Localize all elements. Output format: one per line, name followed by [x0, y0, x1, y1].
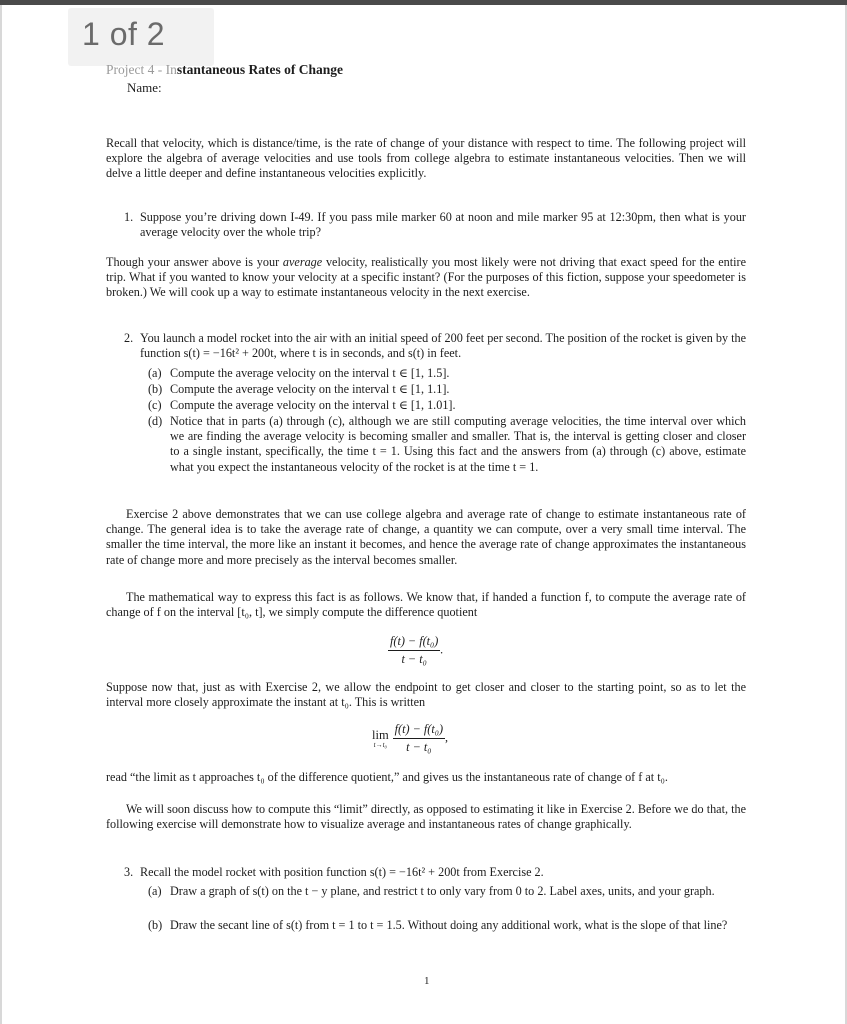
- question-3: [124, 865, 746, 880]
- equation-punctuation: .: [440, 642, 444, 657]
- paragraph-compute-limit: We will soon discuss how to compute this “limit” directly, as opposed to estimating it like in Exercise 2. Before we do that, the following exercise will demonstrate how to visualize average and instantaneous rates of change graphically.: [106, 802, 746, 832]
- part-label: (a): [148, 366, 162, 380]
- document-title: [106, 62, 343, 78]
- question-2-part-d: [148, 414, 746, 475]
- equation-denominator: t − t₀: [401, 652, 427, 666]
- question-1: [124, 210, 746, 240]
- viewer-top-bar: [0, 0, 847, 5]
- name-label: Name:: [127, 80, 162, 95]
- title-faded-part: Project 4 - In: [106, 62, 177, 77]
- question-1-number: 1.: [124, 210, 134, 224]
- equation-numerator: f(t) − f(t₀): [388, 634, 440, 651]
- question-3-text: Recall the model rocket with position function s(t) = −16t² + 200t from Exercise 2.: [140, 865, 544, 879]
- question-1-text: Suppose you’re driving down I-49. If you pass mile marker 60 at noon and mile marker 95 at 12:30pm, then what is your average velocity over the whole trip?: [140, 210, 746, 240]
- paragraph-2-part-1: Though your answer above is your: [106, 255, 283, 269]
- part-label: (b): [148, 382, 163, 396]
- part-label: (a): [148, 884, 162, 898]
- part-label: (c): [148, 398, 162, 412]
- page-indicator: [68, 8, 214, 66]
- part-text: Draw the secant line of s(t) from t = 1 to t = 1.5. Without doing any additional work, what is the slope of that line?: [170, 918, 728, 932]
- difference-quotient-fraction: [388, 634, 440, 667]
- part-text: Compute the average velocity on the interval t ∈ [1, 1.5].: [170, 366, 450, 380]
- question-2-part-a: [148, 366, 746, 381]
- paragraph-limit-reading: read “the limit as t approaches t₀ of the difference quotient,” and gives us the instantaneous rate of change of f at t₀.: [106, 770, 668, 784]
- equation-punctuation: ,: [445, 730, 449, 745]
- question-3-number: 3.: [124, 865, 134, 879]
- part-text: Draw a graph of s(t) on the t − y plane, and restrict t to only vary from 0 to 2. Label axes, units, and your graph.: [170, 884, 715, 898]
- part-text: Compute the average velocity on the interval t ∈ [1, 1.1].: [170, 382, 450, 396]
- limit-operator: [372, 729, 389, 749]
- limit-fraction: [393, 722, 445, 755]
- question-2-part-b: [148, 382, 746, 397]
- part-text: Compute the average velocity on the interval t ∈ [1, 1.01].: [170, 398, 456, 412]
- page-left-edge: [0, 5, 2, 1024]
- paragraph-difference-quotient: The mathematical way to express this fact is as follows. We know that, if handed a function f, to compute the average rate of change of f on the interval [t₀, t], we simply compute the difference quotient: [106, 590, 746, 620]
- paragraph-average-velocity: [106, 255, 746, 301]
- limit-equation: [372, 722, 448, 755]
- part-text: Notice that in parts (a) through (c), although we are still computing average velocities, the time interval over which we are finding the average velocity is becoming smaller and smaller. That is, the interval is getting closer and closer to a single instant, specifically, the time t = 1. Using this fact and the answers from (a) through (c) above, estimate what you expect the instantaneous velocity of the rocket is at the time t = 1.: [170, 414, 746, 474]
- limit-subscript: t→t₀: [373, 740, 387, 749]
- question-2-part-c: [148, 398, 746, 413]
- question-3-part-a: [148, 884, 746, 899]
- part-label: (d): [148, 414, 163, 428]
- intro-paragraph: Recall that velocity, which is distance/time, is the rate of change of your distance with respect to time. The following project will explore the algebra of average velocities and use tools from college algebra to estimate instantaneous velocities. Then we will delve a little deeper and define instantaneous velocities explicitly.: [106, 136, 746, 181]
- equation-denominator: t − t₀: [406, 740, 432, 754]
- equation-numerator: f(t) − f(t₀): [393, 722, 445, 739]
- title-bold-part: stantaneous Rates of Change: [176, 62, 343, 77]
- paragraph-exercise-2-summary: Exercise 2 above demonstrates that we can use college algebra and average rate of change to estimate instantaneous rate of change. The general idea is to take the average rate of change, a quantity we can compute, over a very small time interval. The smaller the time interval, the more like an instant it becomes, and hence the average rate of change approximates the instantaneous rate of change more and more precisely as the interval becomes smaller.: [106, 507, 746, 567]
- page-indicator-text: 1 of 2: [82, 16, 166, 52]
- page-number: 1: [424, 975, 430, 987]
- difference-quotient-equation: [388, 634, 443, 667]
- question-3-part-b: [148, 918, 746, 933]
- question-2-text: You launch a model rocket into the air with an initial speed of 200 feet per second. The position of the rocket is given by the function s(t) = −16t² + 200t, where t is in seconds, and s(t) in feet.: [140, 331, 746, 361]
- paragraph-2-emphasis: average: [282, 255, 323, 269]
- paragraph-2-part-2: velocity, realistically you most likely were not driving that exact speed for the entire trip. What if you wanted to know your velocity at a specific instant? (For the purposes of this fiction, suppose your speedometer is broken.) We will cook up a way to estimate instantaneous velocity in the next exercise.: [106, 255, 746, 300]
- part-label: (b): [148, 918, 163, 932]
- paragraph-limit-intro: Suppose now that, just as with Exercise 2, we allow the endpoint to get closer and closer to the starting point, so as to let the interval more closely approximate the instant at t₀. This is written: [106, 680, 746, 710]
- limit-text: lim: [372, 727, 389, 742]
- question-2: [124, 331, 746, 361]
- question-2-number: 2.: [124, 331, 134, 345]
